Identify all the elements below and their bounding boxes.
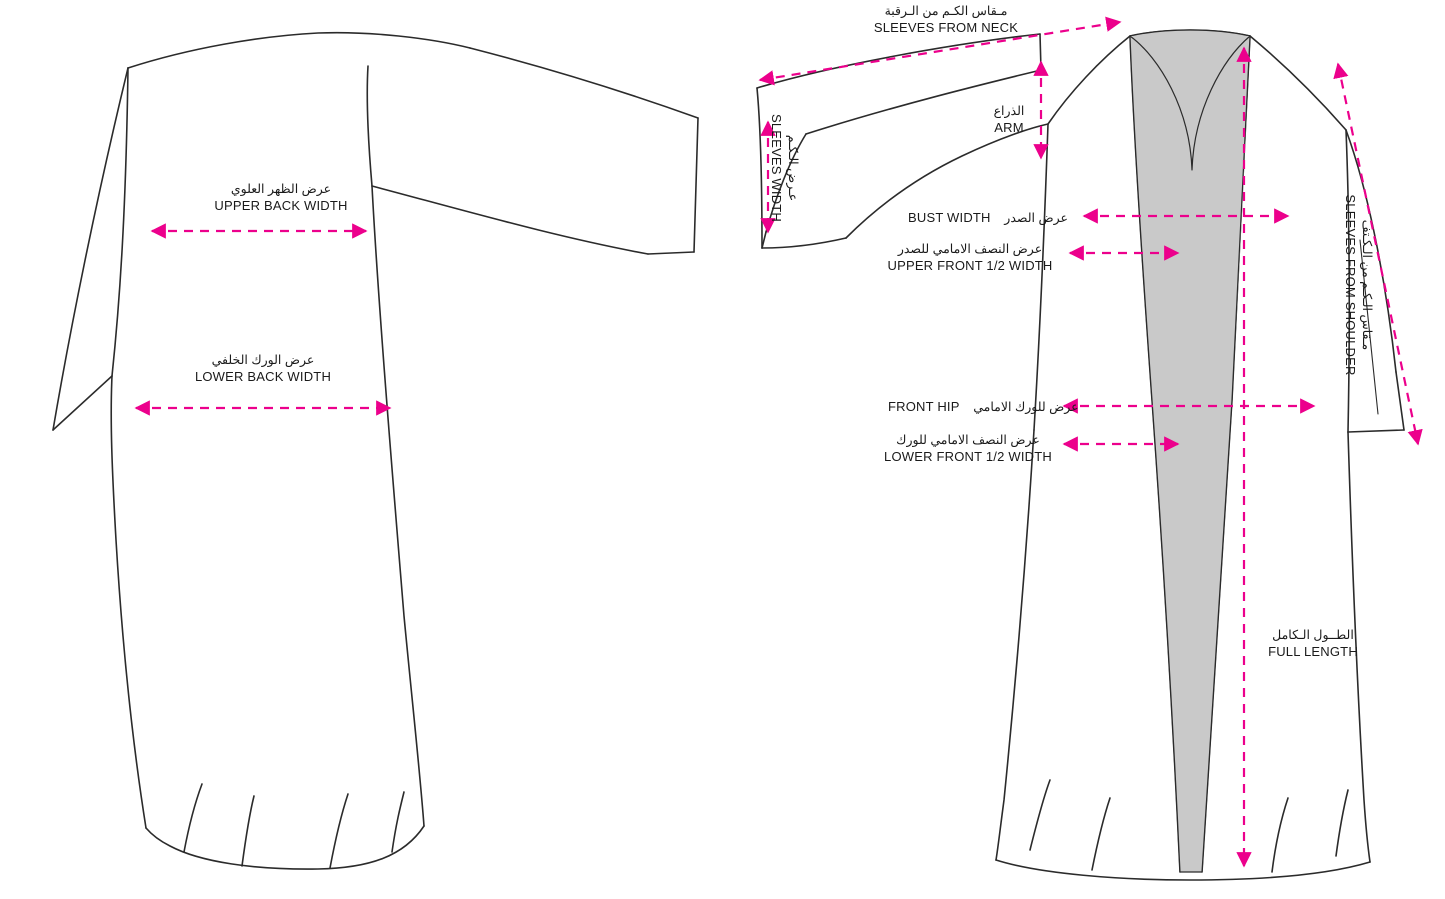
label-sleeves-from-neck	[836, 4, 1056, 36]
label-upper-front-half-width-ar: عرض النصف الامامي للصدر	[897, 242, 1043, 256]
label-full-length-en: FULL LENGTH	[1268, 643, 1358, 659]
label-bust-width	[908, 210, 1068, 227]
label-sleeves-from-shoulder	[1342, 170, 1374, 400]
label-sleeves-from-shoulder-ar: مـقاس الـكـم من الـكـتف	[1360, 219, 1374, 351]
label-lower-back-width	[178, 353, 348, 385]
label-upper-back-width	[196, 182, 366, 214]
label-sleeves-width-en: SLEEVES WIDTH	[769, 113, 785, 223]
label-lower-back-width-ar: عرض الورك الخلفي	[211, 353, 315, 367]
label-full-length-ar: الطــول الـكامل	[1272, 628, 1354, 642]
label-upper-back-width-ar: عرض الظهر العلوي	[230, 182, 332, 196]
label-upper-front-half-width	[880, 242, 1060, 274]
label-bust-width-en: BUST WIDTH	[908, 210, 991, 226]
label-front-hip-ar: عرض للورك الامامي	[973, 399, 1079, 414]
label-sleeves-from-shoulder-en: SLEEVES FROM SHOULDER	[1343, 194, 1359, 376]
label-bust-width-ar: عرض الصدر	[1004, 210, 1068, 225]
label-lower-back-width-en: LOWER BACK WIDTH	[194, 368, 332, 384]
label-arm	[975, 104, 1043, 136]
label-full-length	[1248, 628, 1378, 660]
label-arm-en: ARM	[994, 119, 1024, 135]
label-lower-front-half-width	[878, 433, 1058, 465]
label-lower-front-half-width-en: LOWER FRONT 1/2 WIDTH	[884, 448, 1052, 464]
label-upper-front-half-width-en: UPPER FRONT 1/2 WIDTH	[887, 257, 1053, 273]
label-sleeves-from-neck-en: SLEEVES FROM NECK	[873, 19, 1019, 35]
label-front-hip-en: FRONT HIP	[888, 399, 960, 415]
label-front-hip	[888, 399, 1079, 416]
label-sleeves-from-neck-ar: مـقاس الكـم من الـرقبة	[884, 4, 1008, 18]
label-lower-front-half-width-ar: عرض النصف الامامي للورك	[896, 433, 1040, 447]
label-upper-back-width-en: UPPER BACK WIDTH	[214, 197, 348, 213]
label-sleeves-width-ar: عـرض الـكـم	[786, 134, 800, 202]
label-arm-ar: الذراع	[993, 104, 1025, 118]
label-sleeves-width	[768, 108, 800, 228]
